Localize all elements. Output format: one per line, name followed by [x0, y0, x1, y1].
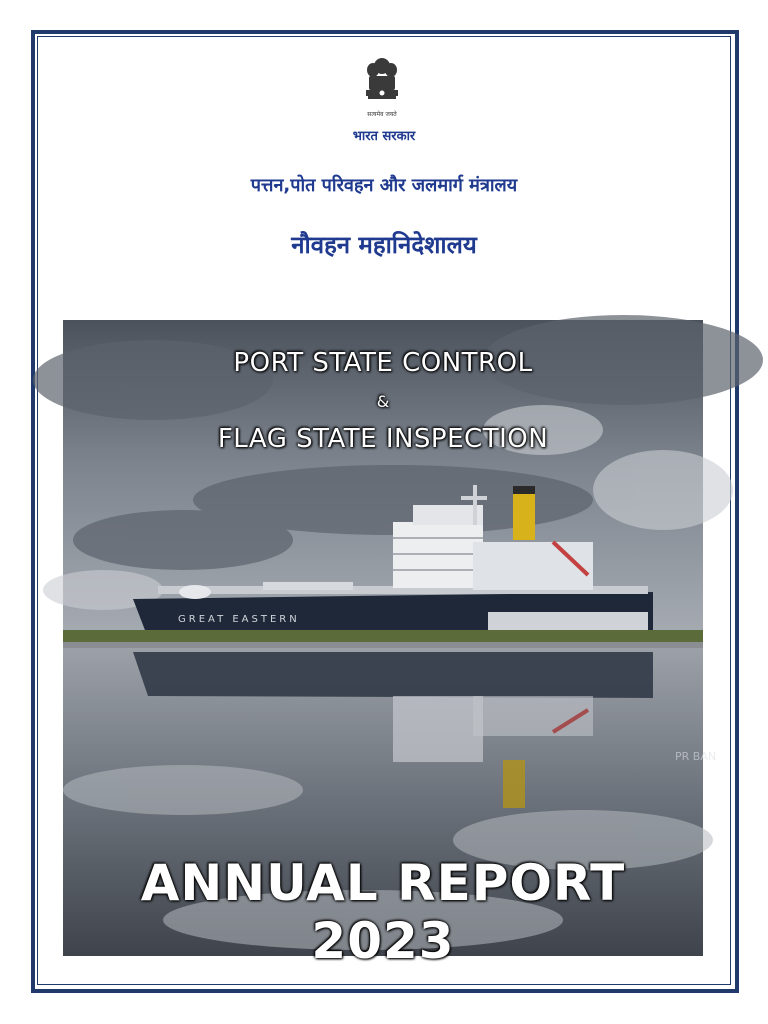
- annual-report-title: ANNUAL REPORT 2023: [140, 854, 626, 970]
- national-emblem-icon: [360, 54, 404, 120]
- cover-title-psc: PORT STATE CONTROL: [233, 348, 533, 378]
- ship-name-label: GREAT EASTERN: [178, 614, 300, 625]
- government-label: भारत सरकार: [352, 129, 416, 144]
- watermark-text: PR BAN: [675, 750, 717, 763]
- emblem-motto: सत्यमेव जयते: [367, 111, 397, 118]
- cover-photo: [63, 320, 717, 970]
- cover-title-ampersand: &: [376, 392, 390, 411]
- ministry-title: पत्तन,पोत परिवहन और जलमार्ग मंत्रालय: [250, 175, 518, 196]
- cover-title-fsi: FLAG STATE INSPECTION: [217, 424, 549, 454]
- directorate-title: नौवहन महानिदेशालय: [291, 231, 477, 259]
